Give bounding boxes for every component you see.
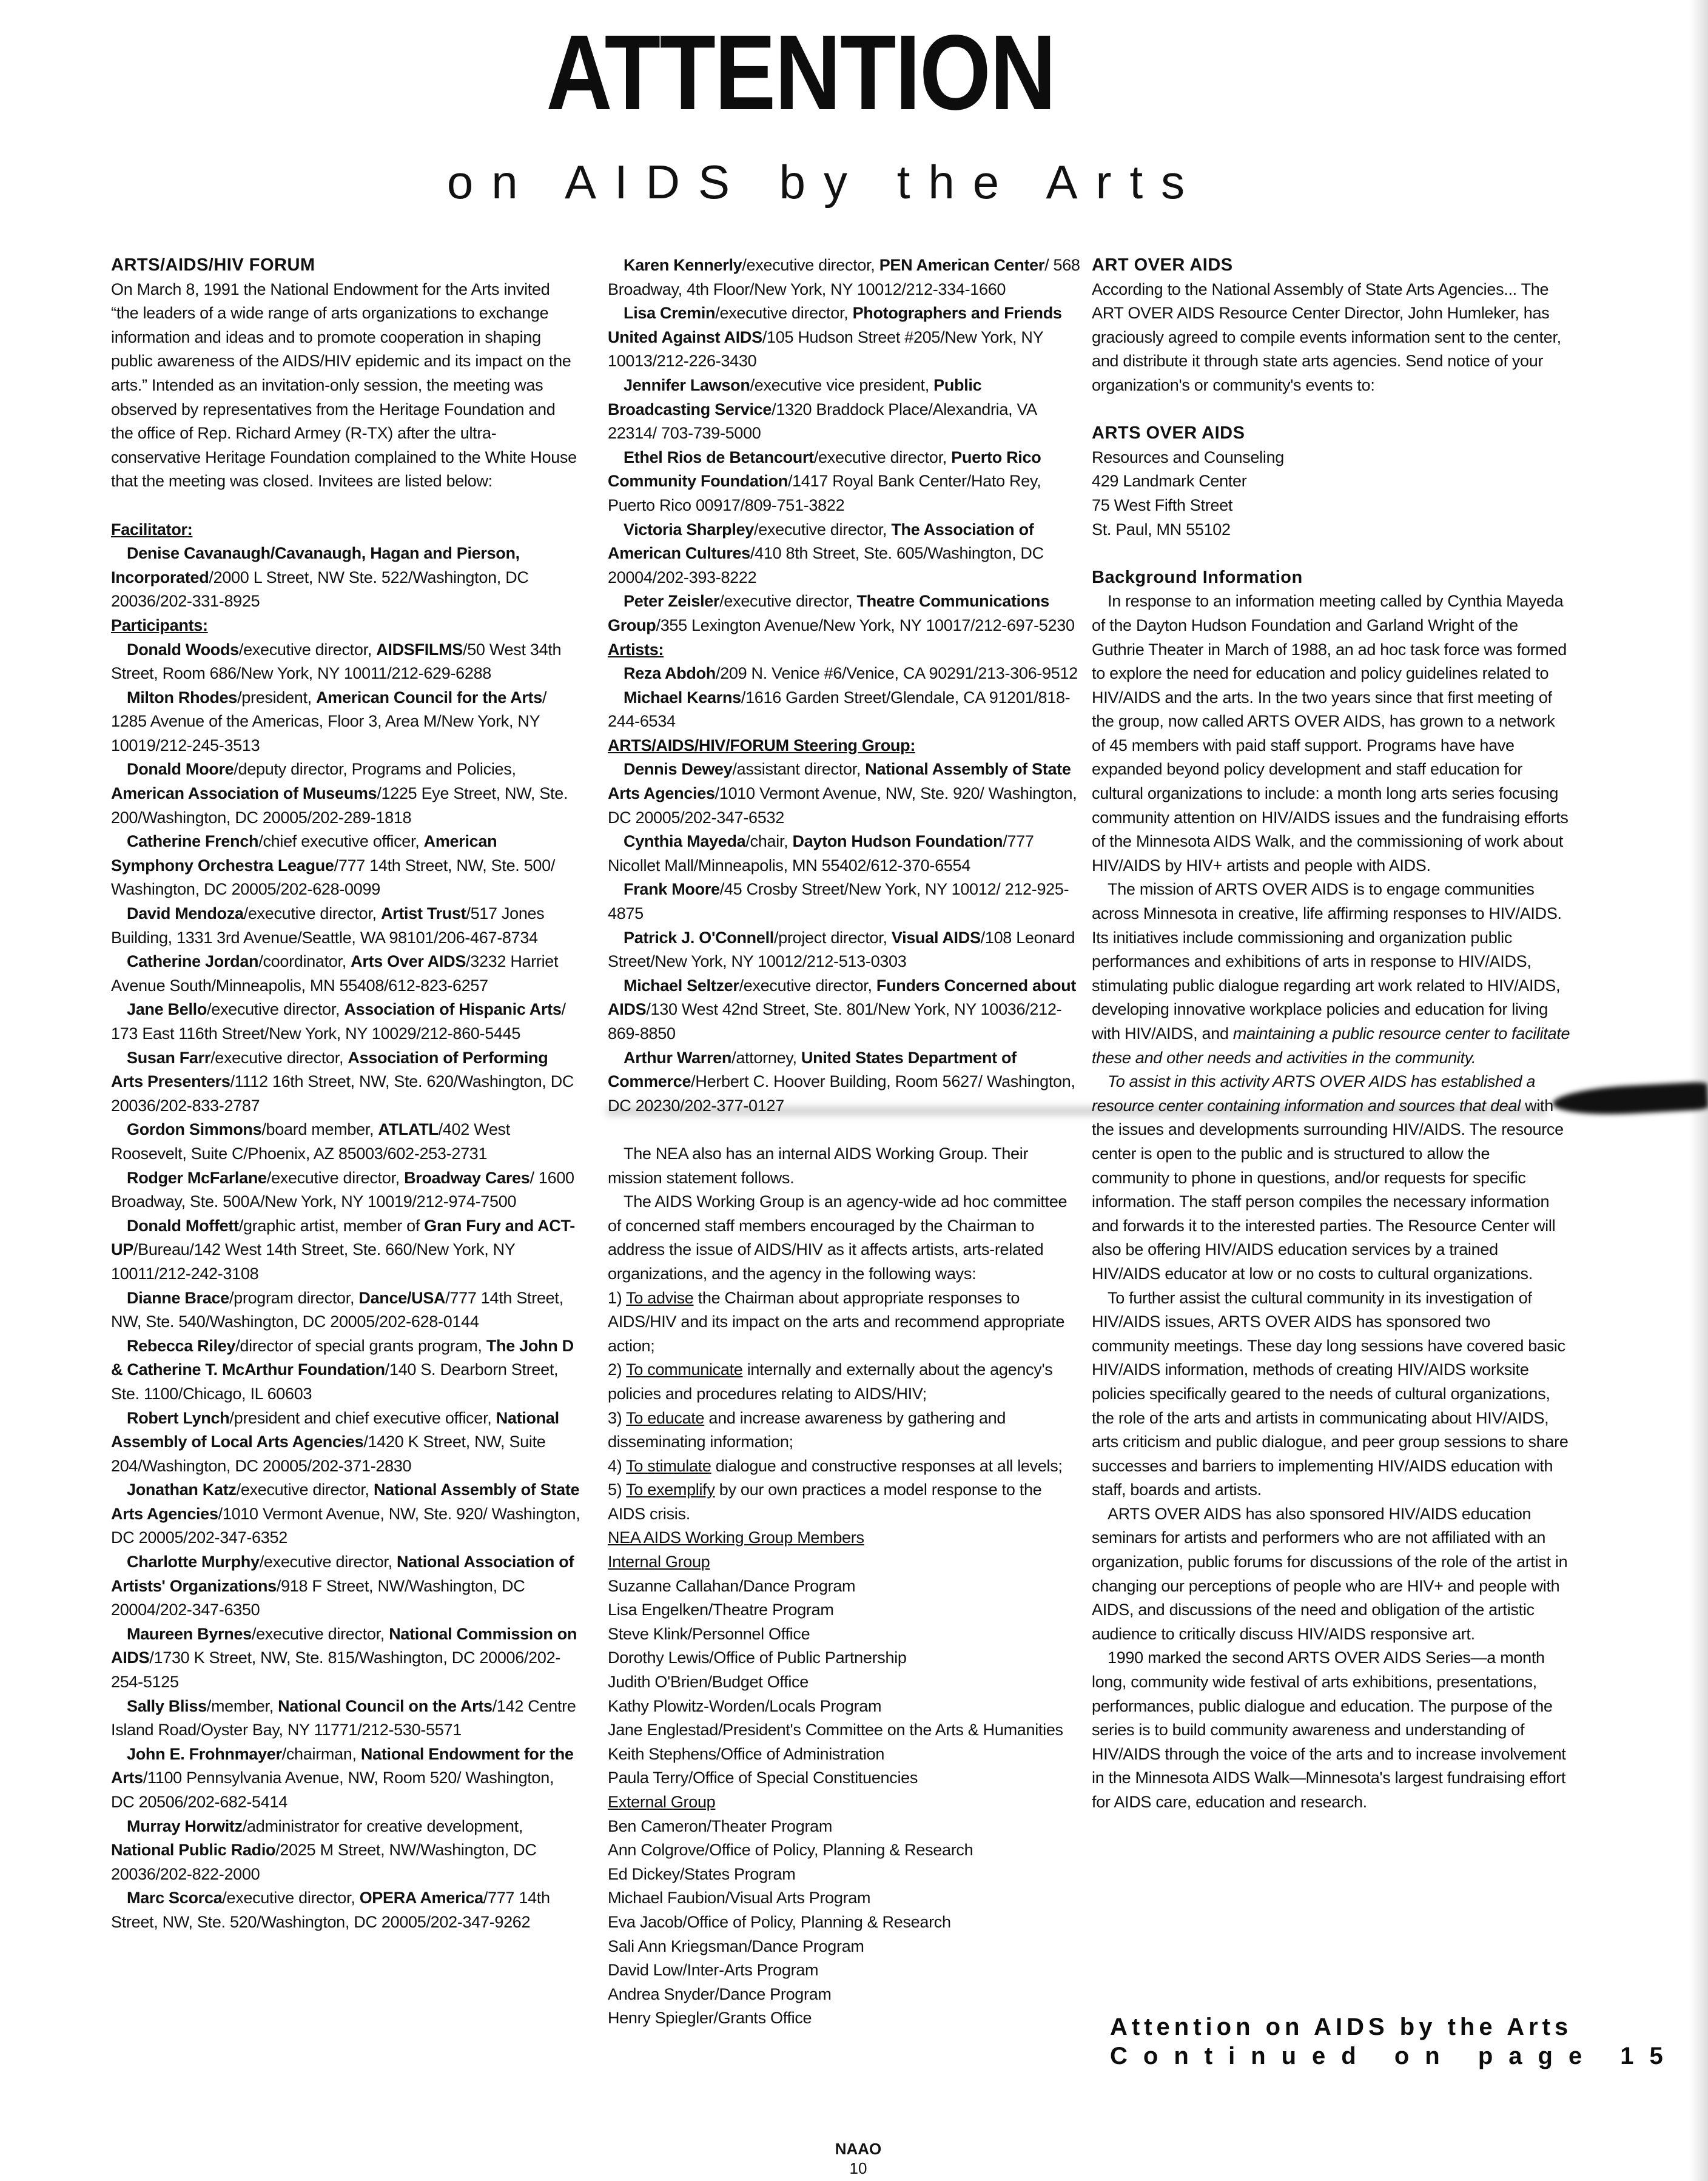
paragraph xyxy=(608,1190,1081,1286)
text: /assistant director, xyxy=(732,760,866,779)
continued-title: Attention on AIDS by the Arts xyxy=(1110,2014,1573,2040)
directory-entry xyxy=(608,590,1081,637)
list-item: Judith O'Brien/Budget Office xyxy=(608,1673,809,1692)
bold-text: National Council on the Arts xyxy=(278,1696,493,1715)
text: / 568 Broadway, 4th Floor/New York, NY 10012/212-334-1660 xyxy=(608,256,1080,298)
text: /executive director, xyxy=(742,256,879,274)
directory-entry xyxy=(111,1118,581,1166)
section-label: NEA AIDS Working Group Members xyxy=(608,1528,864,1547)
directory-entry xyxy=(111,1406,581,1479)
section-label: Participants: xyxy=(111,616,208,634)
text: /member, xyxy=(206,1696,278,1715)
underlined-text: To communicate xyxy=(626,1360,743,1379)
directory-entry xyxy=(608,758,1081,830)
bold-text: National Endowment for the Arts xyxy=(111,1744,574,1787)
text: /777 14th Street, NW, Ste. 520/Washington, DC 20005/202-347-9262 xyxy=(111,1889,550,1931)
line-list xyxy=(1092,446,1571,542)
text: The mission of ARTS OVER AIDS is to engage communities across Minnesota in creative, life affirming responses to HIV/AIDS. Its initiatives include commissioning and organization public performances and exhibitions of arts in response to HIV/AIDS, stimulating public dialogue regarding art work related to HIV/AIDS, developing innovative workplace policies and education for living with HIV/AIDS, and xyxy=(1092,880,1562,1043)
text: ARTS OVER AIDS has also sponsored HIV/AIDS education seminars for artists and performers who are not affiliated with an organization, public forums for discussions of the role of the artist in changing our perceptions of people who are HIV+ and people with AIDS, and discussions of the need and obligation of the artistic audience to critically discuss HIV/AIDS responsive art. xyxy=(1092,1504,1568,1643)
directory-entry xyxy=(608,518,1081,590)
text: and increase awareness by gathering and disseminating information; xyxy=(608,1408,1006,1451)
paragraph xyxy=(1092,1070,1571,1286)
text: the Chairman about appropriate responses to AIDS/HIV and its impact on the arts and recommend appropriate action; xyxy=(608,1288,1065,1355)
text: internally and externally about the agency's policies and procedures relating to AIDS/HIV; xyxy=(608,1360,1053,1403)
bold-text: Puerto Rico Community Foundation xyxy=(608,448,1041,491)
text: /executive director, xyxy=(266,1168,405,1187)
bold-text: AIDSFILMS xyxy=(376,640,463,659)
directory-entry xyxy=(111,902,581,950)
text: / 173 East 116th Street/New York, NY 10029/212-860-5445 xyxy=(111,1000,566,1043)
bold-text: Frank Moore xyxy=(624,880,720,899)
bold-text: Robert Lynch xyxy=(127,1408,230,1427)
page-number: 10 xyxy=(849,2159,867,2177)
bold-text: Association of Performing Arts Presenters xyxy=(111,1048,548,1091)
bold-text: Jane Bello xyxy=(127,1000,207,1019)
italic-text: To assist in this activity ARTS OVER AIDS has established a resource center containing information and sources that deal xyxy=(1092,1072,1536,1115)
bold-text: Theatre Communications Group xyxy=(608,592,1049,634)
directory-entry xyxy=(111,686,581,758)
text: /108 Leonard Street/New York, NY 10012/212-513-0303 xyxy=(608,928,1075,971)
directory-entry xyxy=(608,926,1081,974)
bold-text: Catherine Jordan xyxy=(127,952,259,971)
paragraph xyxy=(1092,590,1571,878)
text: /executive director, xyxy=(210,1048,348,1067)
text: /402 West Roosevelt, Suite C/Phoenix, AZ 85003/602-253-2731 xyxy=(111,1120,510,1163)
text: /45 Crosby Street/New York, NY 10012/ 212-925-4875 xyxy=(608,880,1069,923)
text: /1010 Vermont Avenue, NW, Ste. 920/ Washington, DC 20005/202-347-6352 xyxy=(111,1504,580,1547)
text: The NEA also has an internal AIDS Working Group. Their mission statement follows. xyxy=(608,1144,1029,1187)
list-item: Sali Ann Kriegsman/Dance Program xyxy=(608,1937,864,1955)
column-middle xyxy=(608,254,1081,2031)
spacer xyxy=(111,494,581,518)
text: /918 F Street, NW/Washington, DC 20004/202-347-6350 xyxy=(111,1576,525,1619)
bold-text: Reza Abdoh xyxy=(624,664,716,683)
paragraph xyxy=(608,1478,1081,1526)
bold-text: Cynthia Mayeda xyxy=(624,832,746,851)
text: /105 Hudson Street #205/New York, NY 10013/212-226-3430 xyxy=(608,328,1043,371)
text: /program director, xyxy=(229,1288,359,1307)
paragraph xyxy=(111,278,581,494)
text: /executive director, xyxy=(222,1889,360,1907)
bold-text: Sally Bliss xyxy=(127,1696,207,1715)
bold-text: National Assembly of State Arts Agencies xyxy=(111,1480,580,1523)
bold-text: Broadway Cares xyxy=(404,1168,530,1187)
section-label: External Group xyxy=(608,1793,716,1811)
text: /executive director, xyxy=(739,976,876,995)
text: /executive director, xyxy=(207,1000,345,1019)
text: /executive director, xyxy=(259,1553,397,1571)
text: / 1600 Broadway, Ste. 500A/New York, NY 10019/212-974-7500 xyxy=(111,1168,574,1211)
bold-text: Gran Fury and ACT-UP xyxy=(111,1216,575,1259)
text: 1) xyxy=(608,1288,627,1307)
text: 5) xyxy=(608,1480,627,1499)
text: /executive director, xyxy=(754,520,892,539)
directory-entry xyxy=(111,998,581,1046)
bold-text: Dennis Dewey xyxy=(624,760,733,779)
section-label: Facilitator: xyxy=(111,520,193,539)
text: /2000 L Street, NW Ste. 522/Washington, DC 20036/202-331-8925 xyxy=(111,568,529,611)
bold-text: Denise Cavanaugh/Cavanaugh, Hagan and Pierson, Incorporated xyxy=(111,544,520,586)
list-item: Jane Englestad/President's Committee on the Arts & Humanities xyxy=(608,1721,1063,1739)
text: /executive director, xyxy=(243,904,381,923)
text: /chair, xyxy=(745,832,793,851)
bold-text: Susan Farr xyxy=(127,1048,211,1067)
text: /142 Centre Island Road/Oyster Bay, NY 11771/212-530-5571 xyxy=(111,1696,576,1739)
text: /3232 Harriet Avenue South/Minneapolis, MN 55408/612-823-6257 xyxy=(111,952,559,995)
underlined-text: To stimulate xyxy=(626,1456,711,1475)
bold-text: National Association of Artists' Organizations xyxy=(111,1553,574,1595)
directory-entry xyxy=(608,1046,1081,1118)
bold-text: Jennifer Lawson xyxy=(624,375,750,394)
text: with the issues and developments surrounding HIV/AIDS. The resource center is open to the public and is structured to allow the community to phone in questions, and/or requests for specific information. The staff person compiles the necessary information and forwards it to the interested parties. The Resource Center will also be offering HIV/AIDS education services by a trained HIV/AIDS educator at low or no costs to cultural organizations. xyxy=(1092,1096,1564,1283)
directory-entry xyxy=(111,638,581,686)
bold-text: Artist Trust xyxy=(380,904,466,923)
text: /executive director, xyxy=(236,1480,374,1499)
page-title: ATTENTION xyxy=(546,13,1055,132)
bold-text: National Commission on AIDS xyxy=(111,1624,577,1667)
list-item: Ann Colgrove/Office of Policy, Planning & Research xyxy=(608,1841,973,1860)
text: /Herbert C. Hoover Building, Room 5627/ Washington, DC 20230/202-377-0127 xyxy=(608,1072,1075,1115)
bold-text: Dianne Brace xyxy=(127,1288,229,1307)
bold-text: Victoria Sharpley xyxy=(624,520,755,539)
text: On March 8, 1991 the National Endowment for the Arts invited “the leaders of a wide range of arts organizations to exchange information and ideas and to promote cooperation in shaping public awareness of the AIDS/HIV epidemic and its impact on the arts.” Intended as an invitation-only session, the meeting was observed by representatives from the Heritage Foundation and the office of Rep. Richard Armey (R-TX) after the ultra-conservative Heritage Foundation complained to the White House that the meeting was closed. Invitees are listed below: xyxy=(111,280,577,491)
paragraph xyxy=(608,1358,1081,1406)
bold-text: Donald Moffett xyxy=(127,1216,239,1235)
section-heading: ARTS/AIDS/HIV FORUM xyxy=(111,255,315,275)
bold-text: Dance/USA xyxy=(358,1288,446,1307)
text: /chairman, xyxy=(281,1744,361,1763)
list-item: Lisa Engelken/Theatre Program xyxy=(608,1601,834,1619)
bold-text: Peter Zeisler xyxy=(624,592,720,611)
list-item: Resources and Counseling xyxy=(1092,448,1284,466)
text: /1420 K Street, NW, Suite 204/Washington, DC 20005/202-371-2830 xyxy=(111,1433,546,1475)
text: /graphic artist, member of xyxy=(238,1216,425,1235)
continued-notice xyxy=(1110,2012,1679,2071)
italic-text: maintaining a public resource center to facilitate these and other needs and activities in the community. xyxy=(1092,1024,1570,1067)
bold-text: United States Department of Commerce xyxy=(608,1048,1017,1091)
directory-entry xyxy=(111,1815,581,1887)
text: /president and chief executive officer, xyxy=(229,1408,496,1427)
bold-text: OPERA America xyxy=(359,1889,483,1907)
paragraph xyxy=(1092,1286,1571,1502)
directory-entry xyxy=(608,446,1081,518)
underlined-text: To educate xyxy=(626,1408,705,1427)
paragraph xyxy=(608,1286,1081,1359)
directory-entry xyxy=(111,1286,581,1334)
directory-entry xyxy=(608,878,1081,926)
directory-entry xyxy=(608,686,1081,734)
paragraph xyxy=(1092,1646,1571,1814)
text: /2025 M Street, NW/Washington, DC 20036/202-822-2000 xyxy=(111,1841,537,1883)
text: /Bureau/142 West 14th Street, Ste. 660/New York, NY 10011/212-242-3108 xyxy=(111,1240,516,1283)
text: /project director, xyxy=(774,928,892,947)
text: /executive director, xyxy=(715,304,853,323)
bold-text: Photographers and Friends United Against AIDS xyxy=(608,304,1062,346)
text: /executive director, xyxy=(719,592,857,611)
directory-entry xyxy=(111,1622,581,1695)
text: /executive vice president, xyxy=(750,375,934,394)
paragraph xyxy=(1092,278,1571,398)
bold-text: Public Broadcasting Service xyxy=(608,375,982,418)
directory-entry xyxy=(111,1550,581,1622)
bold-text: Marc Scorca xyxy=(127,1889,223,1907)
list-item: Andrea Snyder/Dance Program xyxy=(608,1984,832,2003)
text: /executive director, xyxy=(813,448,952,466)
bold-text: PEN American Center xyxy=(879,256,1045,274)
text: /executive director, xyxy=(238,640,377,659)
bold-text: Michael Kearns xyxy=(624,688,741,707)
text: /209 N. Venice #6/Venice, CA 90291/213-306-9512 xyxy=(716,664,1078,683)
text: According to the National Assembly of State Arts Agencies... The ART OVER AIDS Resource Center Director, John Humleker, has graciously agreed to compile events information sent to the center, and distribute it through state arts agencies. Send notice of your organization's or community's events to: xyxy=(1092,280,1561,394)
text: /355 Lexington Avenue/New York, NY 10017/212-697-5230 xyxy=(656,616,1075,634)
directory-entry xyxy=(111,1334,581,1406)
text: / 1285 Avenue of the Americas, Floor 3, Area M/New York, NY 10019/212-245-3513 xyxy=(111,688,547,754)
bold-text: Charlotte Murphy xyxy=(127,1553,260,1571)
directory-entry xyxy=(111,1695,581,1742)
paragraph xyxy=(1092,878,1571,1070)
bold-text: Arts Over AIDS xyxy=(351,952,466,971)
text: dialogue and constructive responses at all levels; xyxy=(711,1456,1063,1475)
text: /1100 Pennsylvania Avenue, NW, Room 520/ Washington, DC 20506/202-682-5414 xyxy=(111,1769,554,1811)
text: 4) xyxy=(608,1456,627,1475)
text: /130 West 42nd Street, Ste. 801/New York, NY 10036/212-869-8850 xyxy=(608,1000,1062,1043)
bold-text: Donald Moore xyxy=(127,760,234,779)
underlined-text: To exemplify xyxy=(626,1480,715,1499)
list-item: Keith Stephens/Office of Administration xyxy=(608,1744,885,1763)
text: To further assist the cultural community in its investigation of HIV/AIDS issues, ARTS OVER AIDS has sponsored two community meetings. These day long sessions have covered basic HIV/AIDS information, methods of creating HIV/AIDS worksite policies specifically geared to the needs of cultural organizations, the role of the arts and artists in communicating about HIV/AIDS, arts criticism and public dialogue, and peer group sessions to share successes and barriers to implementing HIV/AIDS education with staff, boards and artists. xyxy=(1092,1288,1568,1499)
list-item: Suzanne Callahan/Dance Program xyxy=(608,1576,856,1595)
bold-text: John E. Frohnmayer xyxy=(127,1744,282,1763)
text: /deputy director, Programs and Policies, xyxy=(234,760,516,779)
bold-text: Murray Horwitz xyxy=(127,1816,243,1835)
text: 2) xyxy=(608,1360,627,1379)
directory-entry xyxy=(608,254,1081,301)
text: /50 West 34th Street, Room 686/New York, NY 10011/212-629-6288 xyxy=(111,640,562,683)
spacer xyxy=(1092,398,1571,422)
line-list xyxy=(608,1815,1081,2031)
bold-text: Catherine French xyxy=(127,832,259,851)
section-label: ARTS/AIDS/HIV/FORUM Steering Group: xyxy=(608,736,916,754)
bold-text: Maureen Byrnes xyxy=(127,1624,252,1643)
text: 3) xyxy=(608,1408,627,1427)
bold-text: Michael Seltzer xyxy=(624,976,739,995)
text: The AIDS Working Group is an agency-wide ad hoc committee of concerned staff members encouraged by the Chairman to address the issue of AIDS/HIV as it affects artists, arts-related organizations, and the agency in the following ways: xyxy=(608,1192,1068,1283)
directory-entry xyxy=(111,1046,581,1118)
bold-text: Funders Concerned about AIDS xyxy=(608,976,1077,1019)
text: /president, xyxy=(237,688,317,707)
bold-text: National Assembly of State Arts Agencies xyxy=(608,760,1071,803)
text: /777 14th Street, NW, Ste. 540/Washington, DC 20005/202-628-0144 xyxy=(111,1288,563,1331)
bold-text: Gordon Simmons xyxy=(127,1120,262,1139)
list-item: Eva Jacob/Office of Policy, Planning & Research xyxy=(608,1912,951,1931)
bold-text: Visual AIDS xyxy=(891,928,981,947)
bold-text: Association of Hispanic Arts xyxy=(344,1000,562,1019)
directory-entry xyxy=(111,1214,581,1286)
text: /140 S. Dearborn Street, Ste. 1100/Chicago, IL 60603 xyxy=(111,1360,559,1403)
list-item: Ben Cameron/Theater Program xyxy=(608,1816,833,1835)
directory-entry xyxy=(111,1478,581,1550)
paragraph xyxy=(608,1454,1081,1479)
bold-text: Milton Rhodes xyxy=(127,688,238,707)
list-item: St. Paul, MN 55102 xyxy=(1092,520,1231,539)
scan-smudge xyxy=(1552,1081,1708,1117)
bold-text: Rebecca Riley xyxy=(127,1336,236,1355)
bold-text: American Symphony Orchestra League xyxy=(111,832,497,875)
bold-text: The Association of American Cultures xyxy=(608,520,1034,563)
text: /coordinator, xyxy=(258,952,351,971)
bold-text: Arthur Warren xyxy=(624,1048,732,1067)
underlined-text: To advise xyxy=(626,1288,694,1307)
directory-entry xyxy=(111,1886,581,1934)
directory-entry xyxy=(111,1166,581,1214)
directory-entry xyxy=(111,830,581,902)
bold-text: Ethel Rios de Betancourt xyxy=(624,448,814,466)
directory-entry xyxy=(111,1742,581,1815)
text: /1225 Eye Street, NW, Ste. 200/Washington, DC 20005/202-289-1818 xyxy=(111,784,568,827)
continued-page: Continued on page 15 xyxy=(1110,2043,1679,2069)
text: /1010 Vermont Avenue, NW, Ste. 920/ Washington, DC 20005/202-347-6532 xyxy=(608,784,1077,827)
bold-text: Karen Kennerly xyxy=(624,256,742,274)
text: /410 8th Street, Ste. 605/Washington, DC 20004/202-393-8222 xyxy=(608,544,1044,586)
section-heading: ARTS OVER AIDS xyxy=(1092,423,1245,443)
text: In response to an information meeting called by Cynthia Mayeda of the Dayton Hudson Foundation and Garland Wright of the Guthrie Theater in March of 1988, an ad hoc task force was formed to explore the need for education and policy guidelines related to HIV/AIDS and the arts. In the two years since that first meeting of the group, now called ARTS OVER AIDS, has grown to a network of 45 members with paid staff support. Programs have have expanded beyond policy development and staff education for cultural organizations to include: a month long arts series focusing community attention on HIV/AIDS issues and the fundraising efforts of the Minnesota AIDS Walk, and the commissioning of work about HIV/AIDS by HIV+ artists and people with AIDS. xyxy=(1092,592,1568,875)
directory-entry xyxy=(608,830,1081,878)
list-item: Dorothy Lewis/Office of Public Partnership xyxy=(608,1648,907,1667)
directory-entry xyxy=(111,758,581,830)
section-label: Artists: xyxy=(608,640,664,659)
directory-entry xyxy=(608,974,1081,1046)
text: /administrator for creative development, xyxy=(242,1816,523,1835)
bold-text: Lisa Cremin xyxy=(624,304,716,323)
bold-text: ATLATL xyxy=(378,1120,439,1139)
text: /1730 K Street, NW, Ste. 815/Washington, DC 20006/202-254-5125 xyxy=(111,1648,561,1692)
bold-text: David Mendoza xyxy=(127,904,244,923)
list-item: Ed Dickey/States Program xyxy=(608,1864,796,1883)
bold-text: American Association of Museums xyxy=(111,784,377,803)
list-item: David Low/Inter-Arts Program xyxy=(608,1961,819,1980)
list-item: Steve Klink/Personnel Office xyxy=(608,1624,810,1643)
spacer xyxy=(608,1118,1081,1142)
column-right xyxy=(1092,254,1571,1815)
bold-text: Jonathan Katz xyxy=(127,1480,237,1499)
paragraph xyxy=(608,1142,1081,1190)
text: /1112 16th Street, NW, Ste. 620/Washington, DC 20036/202-833-2787 xyxy=(111,1072,574,1115)
text: /1320 Braddock Place/Alexandria, VA 22314/ 703-739-5000 xyxy=(608,400,1037,443)
paragraph xyxy=(608,1406,1081,1454)
bold-text: American Council for the Arts xyxy=(316,688,542,707)
list-item: 75 West Fifth Street xyxy=(1092,496,1233,514)
bold-text: Donald Woods xyxy=(127,640,239,659)
column-left xyxy=(111,254,581,1935)
bold-text: Patrick J. O'Connell xyxy=(624,928,774,947)
list-item: Kathy Plowitz-Worden/Locals Program xyxy=(608,1696,882,1715)
text: /attorney, xyxy=(731,1048,801,1067)
section-heading: ART OVER AIDS xyxy=(1092,255,1233,275)
section-label: Internal Group xyxy=(608,1553,710,1571)
text: /executive director, xyxy=(251,1624,389,1643)
text: /1417 Royal Bank Center/Hato Rey, Puerto Rico 00917/809-751-3822 xyxy=(608,472,1041,514)
directory-entry xyxy=(111,950,581,998)
text: 1990 marked the second ARTS OVER AIDS Series—a month long, community wide festival of arts exhibitions, presentations, performances, public dialogue and education. The purpose of the series is to build community awareness and understanding of HIV/AIDS through the voice of the arts and to increase involvement in the Minnesota AIDS Walk—Minnesota's largest fundraising effort for AIDS care, education and research. xyxy=(1092,1648,1566,1811)
paragraph xyxy=(1092,1502,1571,1647)
directory-entry xyxy=(608,374,1081,446)
list-item: 429 Landmark Center xyxy=(1092,472,1247,491)
footer-org: NAAO xyxy=(835,2140,882,2158)
bold-text: Rodger McFarlane xyxy=(127,1168,267,1187)
text: /board member, xyxy=(261,1120,378,1139)
text: /777 Nicollet Mall/Minneapolis, MN 55402/612-370-6554 xyxy=(608,832,1034,875)
line-list xyxy=(608,1574,1081,1790)
directory-entry xyxy=(608,662,1081,686)
list-item: Henry Spiegler/Grants Office xyxy=(608,2009,812,2028)
spacer xyxy=(1092,542,1571,566)
bold-text: The John D & Catherine T. McArthur Foundation xyxy=(111,1336,574,1379)
text: /1616 Garden Street/Glendale, CA 91201/818-244-6534 xyxy=(608,688,1071,731)
bold-text: Dayton Hudson Foundation xyxy=(792,832,1003,851)
section-heading: Background Information xyxy=(1092,567,1303,587)
page-subtitle: on AIDS by the Arts xyxy=(446,155,1203,209)
text: /517 Jones Building, 1331 3rd Avenue/Seattle, WA 98101/206-467-8734 xyxy=(111,904,545,947)
bold-text: National Public Radio xyxy=(111,1841,276,1860)
directory-entry xyxy=(608,301,1081,374)
directory-entry xyxy=(111,542,581,614)
text: /777 14th Street, NW, Ste. 500/ Washington, DC 20005/202-628-0099 xyxy=(111,856,556,899)
list-item: Paula Terry/Office of Special Constituencies xyxy=(608,1769,918,1787)
bold-text: National Assembly of Local Arts Agencies xyxy=(111,1408,559,1451)
text: by our own practices a model response to the AIDS crisis. xyxy=(608,1480,1042,1523)
list-item: Michael Faubion/Visual Arts Program xyxy=(608,1889,871,1907)
text: /chief executive officer, xyxy=(258,832,424,851)
text: /director of special grants program, xyxy=(235,1336,486,1355)
